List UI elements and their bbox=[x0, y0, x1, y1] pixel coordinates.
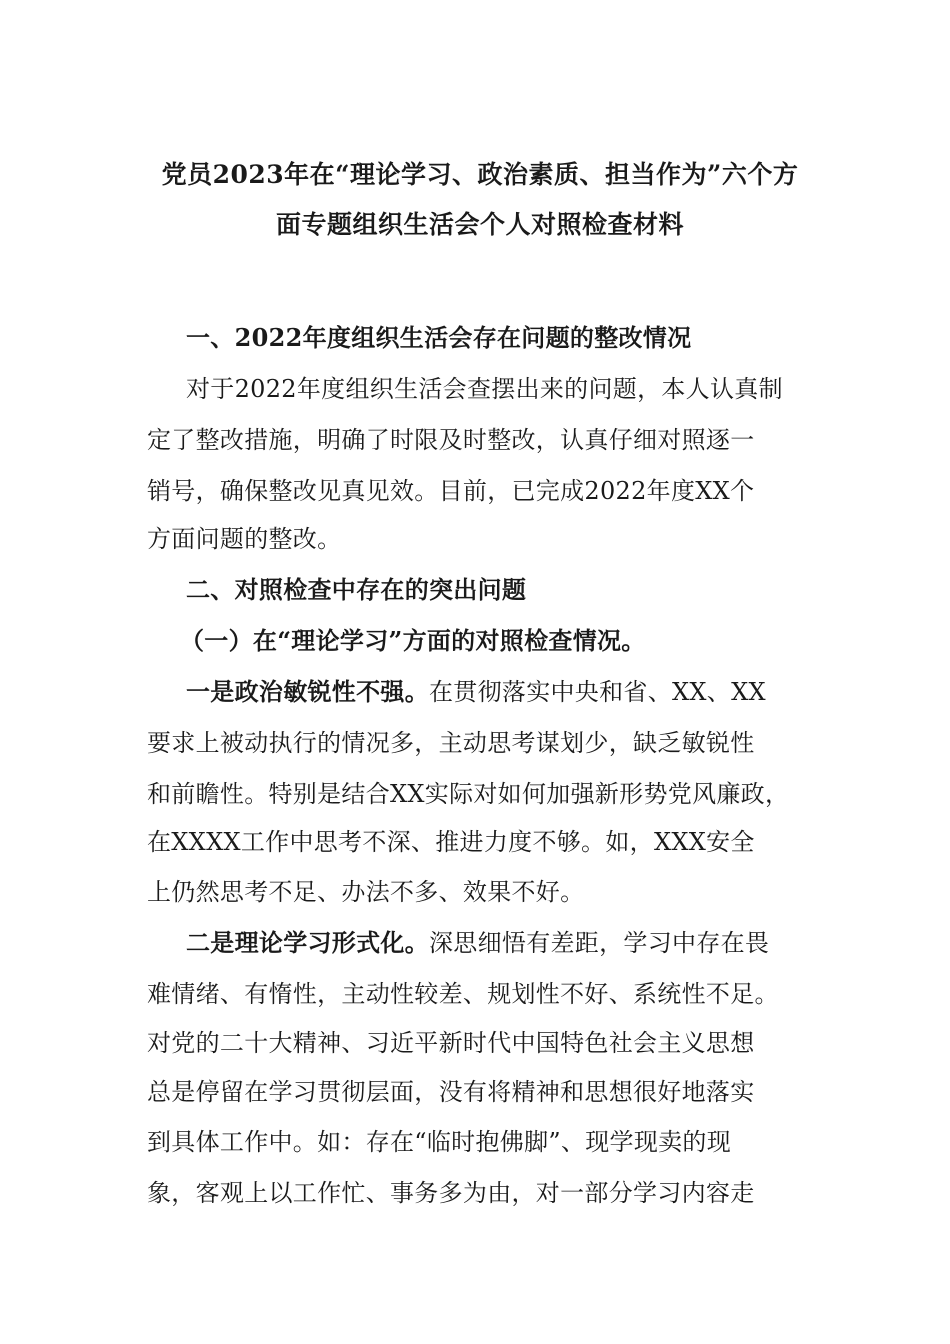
paragraph-1-line-4: 方面问题的整改。 bbox=[147, 525, 342, 553]
section-heading-2: 二、对照检查中存在的突出问题 bbox=[186, 575, 527, 604]
subsection-heading-1: （一）在“理论学习”方面的对照检查情况。 bbox=[180, 626, 646, 655]
point-2-line-5: 到具体工作中。如：存在“临时抱佛脚”、现学现卖的现 bbox=[147, 1128, 732, 1156]
point-1-first-line-rest: 在贯彻落实中央和省、XX、XX bbox=[429, 678, 766, 706]
point-1-line-5: 上仍然思考不足、办法不多、效果不好。 bbox=[147, 878, 585, 906]
document-title-line-2: 面专题组织生活会个人对照检查材料 bbox=[275, 210, 684, 239]
paragraph-1-line-1: 对于2022年度组织生活会查摆出来的问题，本人认真制 bbox=[186, 375, 783, 403]
point-1-line-2: 要求上被动执行的情况多，主动思考谋划少，缺乏敏锐性 bbox=[147, 729, 755, 757]
point-2-first-line-rest: 深思细悟有差距，学习中存在畏 bbox=[429, 929, 770, 957]
point-2-line-2: 难情绪、有惰性，主动性较差、规划性不好、系统性不足。 bbox=[147, 980, 779, 1008]
point-1-line-3: 和前瞻性。特别是结合XX实际对如何加强新形势党风廉政， bbox=[147, 780, 790, 808]
point-1-first-line bbox=[186, 677, 766, 706]
document-title-line-1: 党员2023年在“理论学习、政治素质、担当作为”六个方 bbox=[161, 160, 799, 189]
point-2-line-6: 象，客观上以工作忙、事务多为由，对一部分学习内容走 bbox=[147, 1179, 755, 1207]
point-1-lead: 一是政治敏锐性不强。 bbox=[186, 677, 429, 706]
paragraph-1-line-3: 销号，确保整改见真见效。目前，已完成2022年度XX个 bbox=[147, 477, 755, 505]
point-2-lead: 二是理论学习形式化。 bbox=[186, 928, 429, 957]
point-1-line-4: 在XXXX工作中思考不深、推进力度不够。如，XXX安全 bbox=[147, 828, 755, 856]
point-2-line-3: 对党的二十大精神、习近平新时代中国特色社会主义思想 bbox=[147, 1029, 755, 1057]
point-2-first-line bbox=[186, 928, 770, 957]
paragraph-1-line-2: 定了整改措施，明确了时限及时整改，认真仔细对照逐一 bbox=[147, 426, 755, 454]
section-heading-1: 一、2022年度组织生活会存在问题的整改情况 bbox=[186, 323, 692, 352]
point-2-line-4: 总是停留在学习贯彻层面，没有将精神和思想很好地落实 bbox=[147, 1078, 755, 1106]
